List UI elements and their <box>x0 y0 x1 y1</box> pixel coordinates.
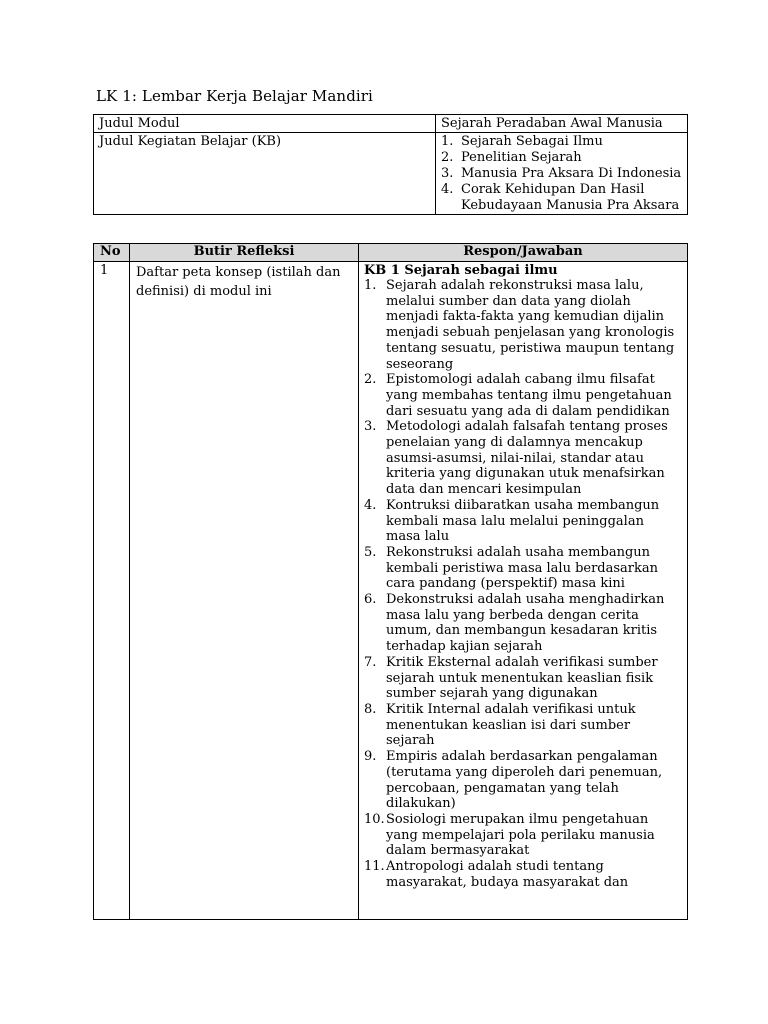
response-item-number: 6. <box>364 592 377 608</box>
response-item-text: Rekonstruksi adalah usaha membangun kembali peristiwa masa lalu berdasarkan cara pandang (perspektif) masa kini <box>386 544 659 592</box>
module-title-value: Sejarah Peradaban Awal Manusia <box>436 115 688 133</box>
response-item-number: 11. <box>364 859 385 875</box>
module-title-row <box>94 115 688 133</box>
response-list-item <box>364 592 681 655</box>
reflection-table <box>93 243 688 920</box>
response-list-item <box>364 545 681 592</box>
response-item-number: 5. <box>364 544 377 560</box>
kb-list <box>441 134 683 214</box>
kb-title-values <box>436 133 688 215</box>
table-row <box>94 262 688 920</box>
kb-item-number: 1. <box>441 134 454 149</box>
response-item-number: 4. <box>364 497 377 513</box>
response-list-item <box>364 859 681 890</box>
kb-list-item <box>441 166 683 182</box>
header-no: No <box>94 244 130 262</box>
kb-item-number: 3. <box>441 166 454 181</box>
response-item-number: 9. <box>364 749 377 765</box>
response-item-text: Kritik Eksternal adalah verifikasi sumber sejarah untuk menentukan keaslian fisik sumber sejarah yang digunakan <box>386 654 658 702</box>
table-header-row <box>94 244 688 262</box>
module-title-label: Judul Modul <box>94 115 436 133</box>
row-reflection-item: Daftar peta konsep (istilah dan definisi) di modul ini <box>130 262 359 920</box>
response-item-text: Antropologi adalah studi tentang masyarakat, budaya masyarakat dan <box>386 859 629 890</box>
response-item-text: Kontruksi diibaratkan usaha membangun kembali masa lalu melalui peninggalan masa lalu <box>386 497 660 545</box>
kb-item-text: Penelitian Sejarah <box>461 150 582 165</box>
response-item-number: 10. <box>364 811 385 827</box>
response-item-text: Epistomologi adalah cabang ilmu filsafat yang membahas tentang ilmu pengetahuan dari sesuatu yang ada di dalam pendidikan <box>386 372 672 419</box>
kb-title-row <box>94 133 688 215</box>
kb-list-item <box>441 182 683 214</box>
response-list-item <box>364 372 681 419</box>
response-item-number: 1. <box>364 278 377 293</box>
kb-item-number: 2. <box>441 150 454 165</box>
kb-item-text: Manusia Pra Aksara Di Indonesia <box>461 166 682 181</box>
response-item-number: 2. <box>364 372 377 388</box>
response-item-number: 8. <box>364 701 377 717</box>
response-list-item <box>364 702 681 749</box>
header-respon-jawaban: Respon/Jawaban <box>359 244 688 262</box>
document-title: LK 1: Lembar Kerja Belajar Mandiri <box>96 87 373 105</box>
response-list-item <box>364 655 681 702</box>
response-list <box>364 278 681 890</box>
response-list-item <box>364 278 681 372</box>
kb-item-number: 4. <box>441 182 454 197</box>
response-kb-heading: KB 1 Sejarah sebagai ilmu <box>364 263 558 278</box>
response-list-item <box>364 812 681 859</box>
response-item-text: Sejarah adalah rekonstruksi masa lalu, melalui sumber dan data yang diolah menjadi fakta-fakta yang kemudian dijalin menjadi sebuah penjelasan yang kronologis tentang sesuatu, peristiwa maupun tentang seseorang <box>386 278 675 372</box>
kb-list-item <box>441 150 683 166</box>
row-response <box>359 262 688 920</box>
row-number: 1 <box>94 262 130 920</box>
kb-title-label: Judul Kegiatan Belajar (KB) <box>94 133 436 215</box>
response-list-item <box>364 749 681 812</box>
response-item-text: Empiris adalah berdasarkan pengalaman (terutama yang diperoleh dari penemuan, percobaan, pengamatan yang telah dilakukan) <box>386 749 663 812</box>
kb-list-item <box>441 134 683 150</box>
response-item-number: 7. <box>364 654 377 670</box>
response-item-text: Dekonstruksi adalah usaha menghadirkan masa lalu yang berbeda dengan cerita umum, dan membangun kesadaran kritis terhadap kajian sejarah <box>386 592 665 655</box>
response-item-text: Metodologi adalah falsafah tentang proses penelaian yang di dalamnya mencakup asumsi-asumsi, nilai-nilai, standar atau kriteria yang digunakan utuk menafsirkan data dan mencari kesimpulan <box>386 419 668 498</box>
kb-item-text: Corak Kehidupan Dan Hasil Kebudayaan Manusia Pra Aksara <box>461 182 680 213</box>
response-item-text: Kritik Internal adalah verifikasi untuk menentukan keaslian isi dari sumber sejarah <box>386 701 636 749</box>
response-item-text: Sosiologi merupakan ilmu pengetahuan yang mempelajari pola perilaku manusia dalam bermasyarakat <box>386 811 655 859</box>
header-butir-refleksi: Butir Refleksi <box>130 244 359 262</box>
response-item-number: 3. <box>364 419 377 435</box>
response-list-item <box>364 498 681 545</box>
kb-item-text: Sejarah Sebagai Ilmu <box>461 134 603 149</box>
module-info-table <box>93 114 688 215</box>
response-list-item <box>364 419 681 498</box>
